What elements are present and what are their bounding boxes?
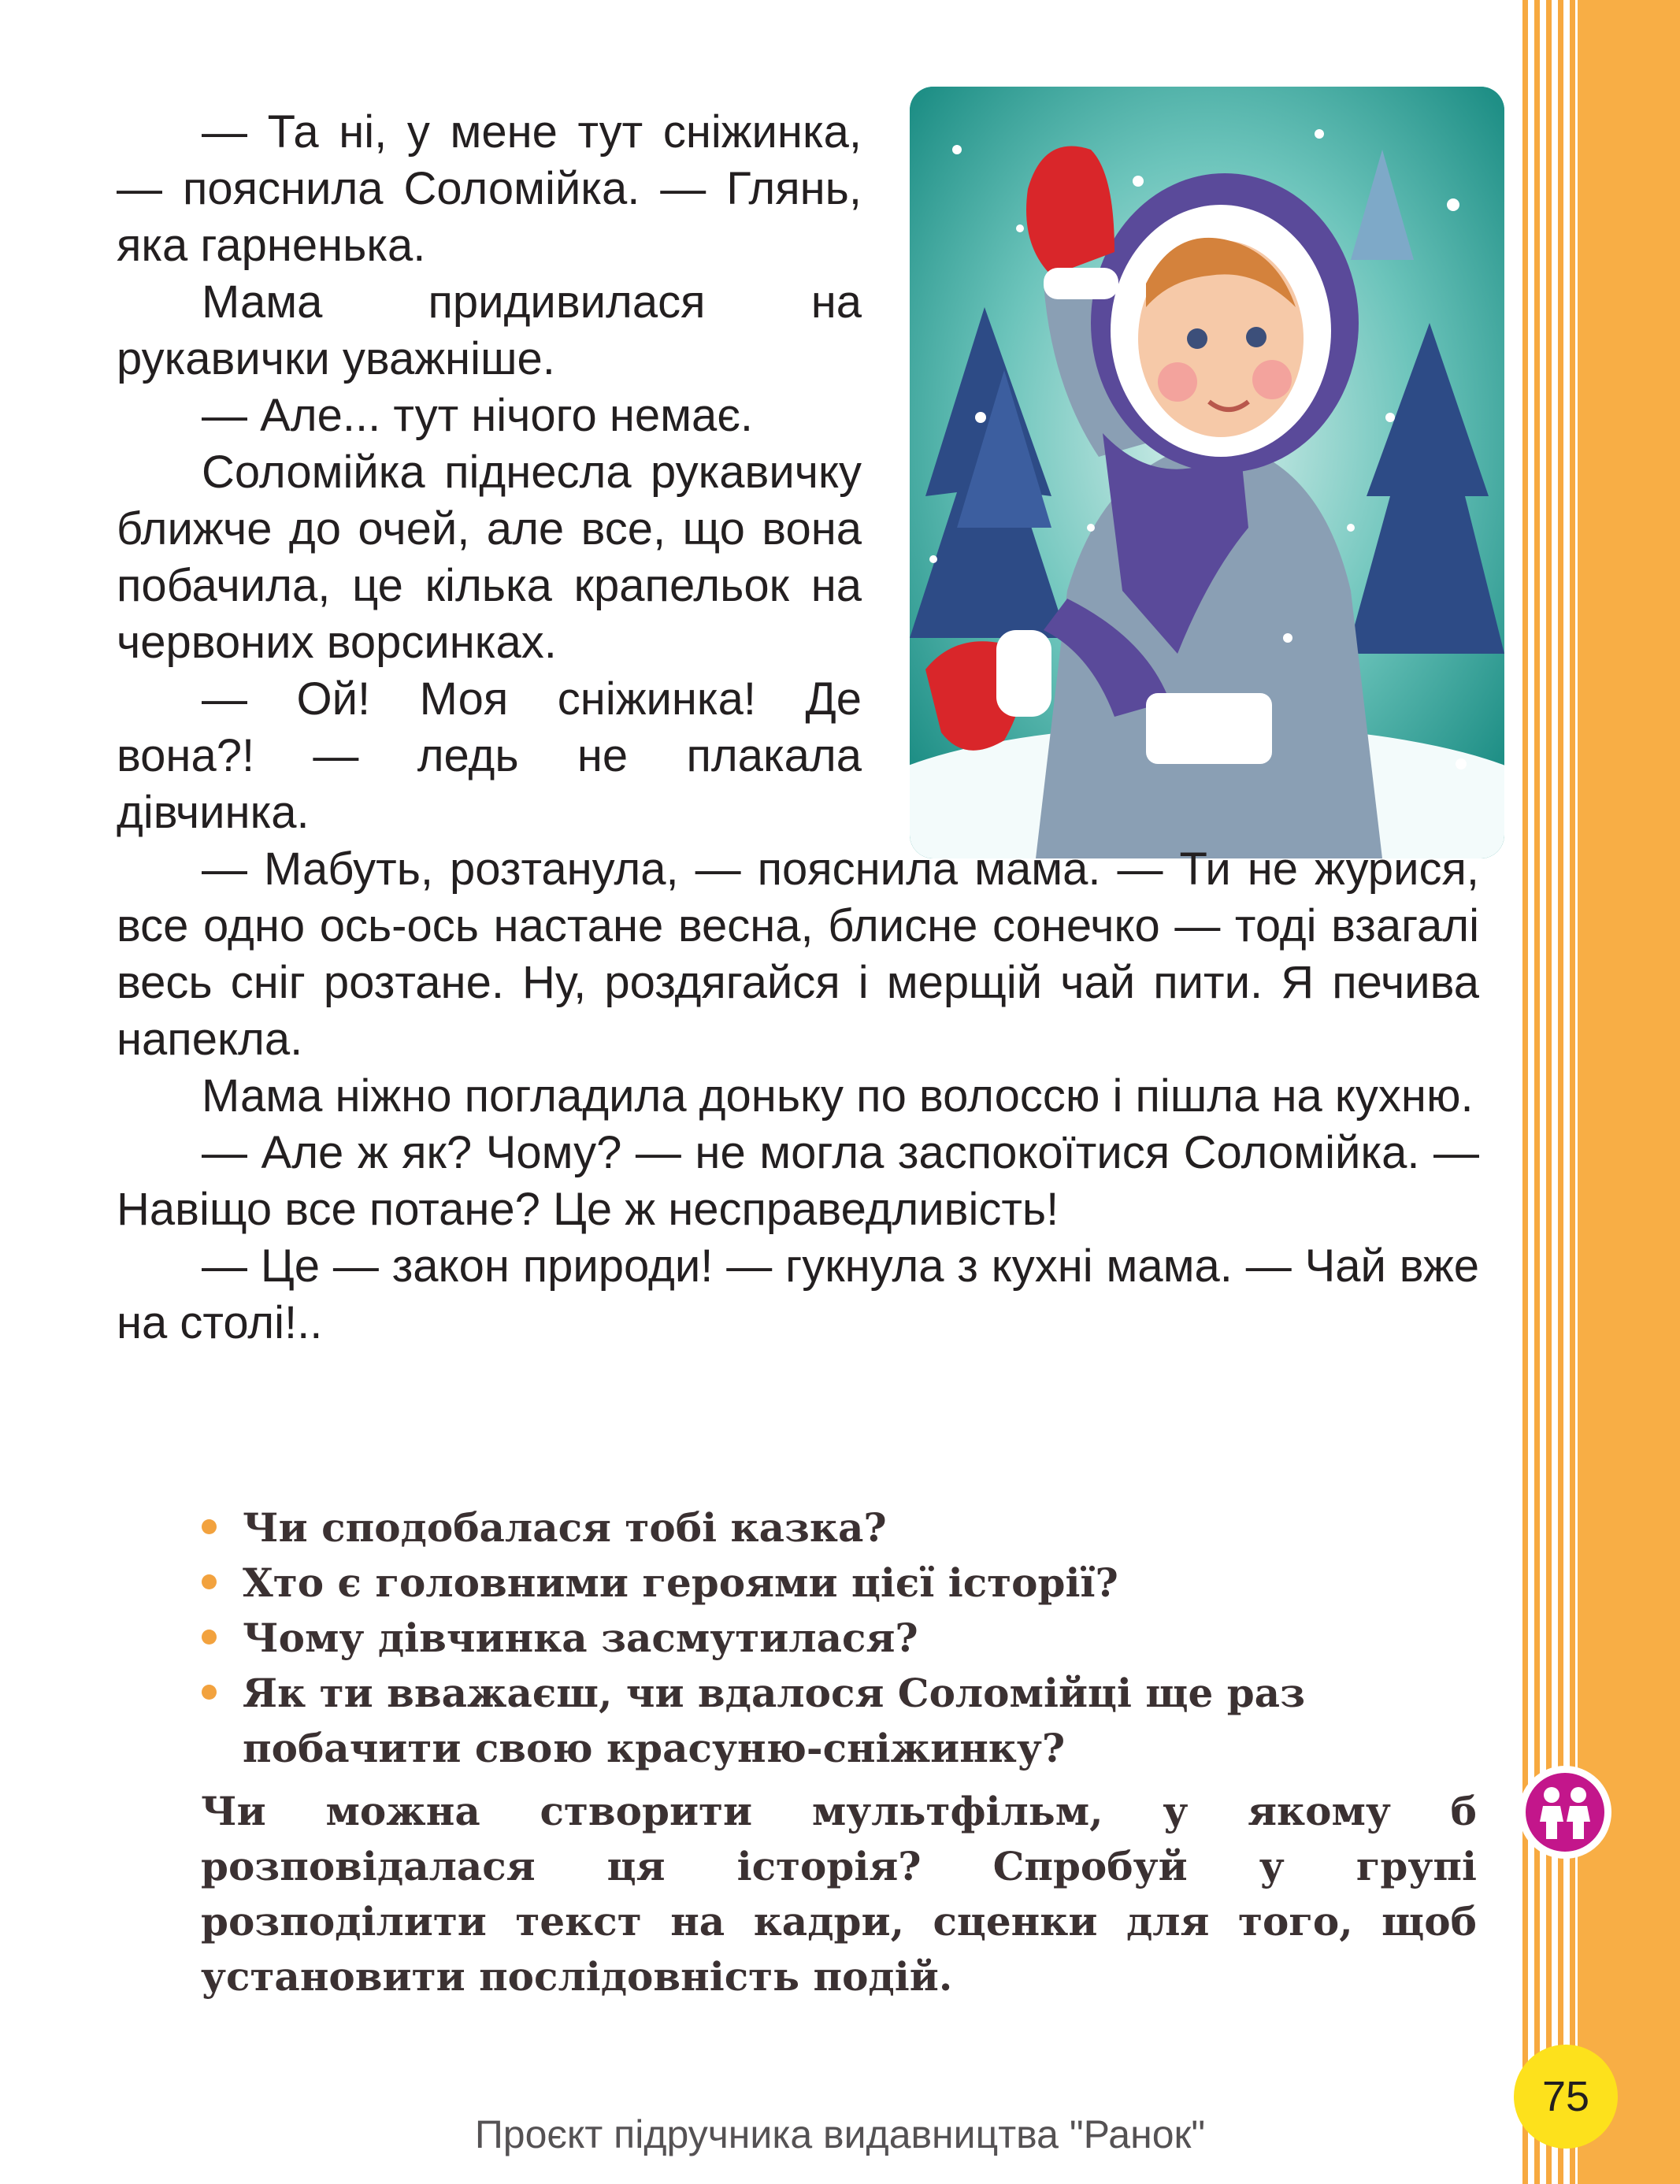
question-item xyxy=(197,1611,1489,1666)
story-paragraph: Мама придивилася на рукавички уважніше. xyxy=(117,276,862,384)
side-band xyxy=(1522,0,1680,2184)
question-text: Як ти вважаєш, чи вдалося Соломійці ще раз побачити свою красуню-сніжинку? xyxy=(243,1670,1305,1771)
story-paragraph: — Ой! Моя сніжинка! Де вона?! — ледь не плакала дівчинка. xyxy=(117,673,862,838)
question-text: Чому дівчинка засмутилася? xyxy=(243,1615,918,1661)
question-item xyxy=(197,1666,1489,1776)
story-column-beside-image xyxy=(117,104,862,841)
footer-note: Проєкт підручника видавництва "Ранок" xyxy=(474,2112,1206,2156)
question-text: Чи сподобалася тобі казка? xyxy=(243,1504,887,1551)
story-paragraph: — Це — закон природи! — гукнула з кухні мама. — Чай вже на столі!.. xyxy=(117,1240,1479,1348)
story-paragraph: — Але... тут нічого немає. xyxy=(202,390,754,441)
bullet-dot-icon xyxy=(202,1574,217,1589)
page-number: 75 xyxy=(1514,2045,1618,2149)
story-paragraph: — Та ні, у мене тут сніжинка, — пояснила Соломійка. — Глянь, яка гарненька. xyxy=(117,106,862,271)
bullet-dot-icon xyxy=(202,1685,217,1700)
group-work-icon xyxy=(1519,1766,1611,1859)
bullet-dot-icon xyxy=(202,1630,217,1644)
side-band-fill xyxy=(1578,0,1680,2184)
story-paragraph: — Але ж як? Чому? — не могла заспокоїтися Соломійка. — Навіщо все потане? Це ж несправедливість! xyxy=(117,1127,1479,1235)
question-item xyxy=(197,1555,1489,1611)
group-task-text: Чи можна створити мультфільм, у якому б розповідалася ця історія? Спробуй у групі розподілити текст на кадри, сценки для того, щоб установити послідовність подій. xyxy=(201,1788,1477,2000)
question-item xyxy=(197,1500,1489,1555)
story-paragraph: Соломійка піднесла рукавичку ближче до очей, але все, що вона побачила, це кілька крапельок на червоних ворсинках. xyxy=(117,447,862,668)
bullet-dot-icon xyxy=(202,1519,217,1534)
story-column-full-width xyxy=(117,841,1479,1352)
story-text xyxy=(117,104,1479,1352)
question-list xyxy=(197,1500,1489,1776)
question-text: Хто є головними героями цієї історії? xyxy=(243,1559,1118,1606)
story-paragraph: — Мабуть, розтанула, — пояснила мама. — Ти не журися, все одно ось-ось настане весна, блисне сонечко — тоді взагалі весь сніг розтане. Ну, роздягайся і мерщій чай пити. Я печива напекла. xyxy=(117,844,1479,1065)
story-paragraph: Мама ніжно погладила доньку по волоссю і пішла на кухню. xyxy=(202,1070,1474,1122)
